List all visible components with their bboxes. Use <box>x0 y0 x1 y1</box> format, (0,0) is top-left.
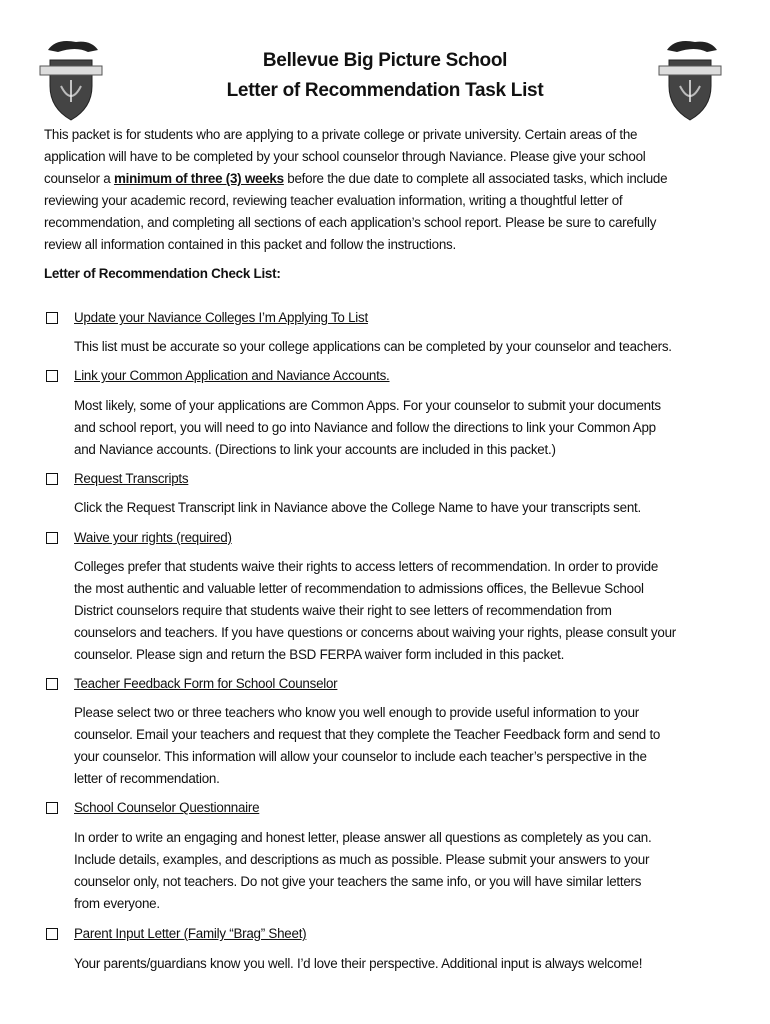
checklist-item-title: Parent Input Letter (Family “Brag” Sheet) <box>74 926 307 941</box>
checklist-item-body: Most likely, some of your applications are Common Apps. For your counselor to submit your documents <box>74 398 661 413</box>
checklist-item-body: Colleges prefer that students waive their rights to access letters of recommendation. In order to provide <box>74 559 659 574</box>
checkbox[interactable] <box>46 678 58 690</box>
checklist-item-body: In order to write an engaging and honest letter, please answer all questions as completely as you can. <box>74 830 652 845</box>
checklist-item-body: from everyone. <box>74 896 160 911</box>
intro-line: reviewing your academic record, reviewing teacher evaluation information, writing a thoughtful letter of <box>44 193 623 208</box>
checklist-item-body: counselor. Please sign and return the BSD FERPA waiver form included in this packet. <box>74 647 565 662</box>
checklist-item-body: Include details, examples, and descriptions as much as possible. Please submit your answers to your <box>74 852 650 867</box>
intro-text: counselor a <box>44 171 114 186</box>
checklist-item-title: School Counselor Questionnaire <box>74 800 260 815</box>
checklist-item-title: Link your Common Application and Naviance Accounts. <box>74 368 390 383</box>
checklist-item-title: Waive your rights (required) <box>74 530 232 545</box>
checklist-item-body: Your parents/guardians know you well. I’d love their perspective. Additional input is always welcome! <box>74 956 643 971</box>
checklist-item-body: counselor. Email your teachers and request that they complete the Teacher Feedback form and send to <box>74 727 661 742</box>
checklist-item-body: counselors and teachers. If you have questions or concerns about waiving your rights, please consult your <box>74 625 676 640</box>
checkbox[interactable] <box>46 928 58 940</box>
checklist-item-body: counselor only, not teachers. Do not give your teachers the same info, or you will have similar letters <box>74 874 642 889</box>
intro-line <box>44 168 667 190</box>
checklist-item-body: Click the Request Transcript link in Naviance above the College Name to have your transcripts sent. <box>74 500 641 515</box>
intro-line: This packet is for students who are applying to a private college or private university. Certain areas of the <box>44 127 638 142</box>
intro-line: application will have to be completed by your school counselor through Naviance. Please give your school <box>44 149 646 164</box>
checkbox[interactable] <box>46 473 58 485</box>
school-name: Bellevue Big Picture School <box>262 50 508 71</box>
checklist-item-body: District counselors require that students waive their right to see letters of recommendation from <box>74 603 612 618</box>
checkbox[interactable] <box>46 312 58 324</box>
checklist-item-body: your counselor. This information will allow your counselor to include each teacher’s perspective in the <box>74 749 647 764</box>
checklist-item-title: Request Transcripts <box>74 471 189 486</box>
checkbox[interactable] <box>46 802 58 814</box>
checklist-item-body: letter of recommendation. <box>74 771 220 786</box>
checklist-item-title: Update your Naviance Colleges I’m Applying To List <box>74 310 368 325</box>
checkbox[interactable] <box>46 370 58 382</box>
page-title: Letter of Recommendation Task List <box>226 80 544 101</box>
checklist-item-body: and Naviance accounts. (Directions to link your accounts are included in this packet.) <box>74 442 556 457</box>
checklist-item-body: and school report, you will need to go into Naviance and follow the directions to link your Common App <box>74 420 656 435</box>
checkbox[interactable] <box>46 532 58 544</box>
checklist-item-body: Please select two or three teachers who know you well enough to provide useful information to your <box>74 705 640 720</box>
checklist-heading: Letter of Recommendation Check List: <box>44 266 281 281</box>
intro-line: recommendation, and completing all sections of each application’s school report. Please be sure to carefully <box>44 215 657 230</box>
checklist-item-body: the most authentic and valuable letter of recommendation to admissions offices, the Bellevue School <box>74 581 644 596</box>
deadline-emphasis: minimum of three (3) weeks <box>113 171 284 186</box>
checklist-item-body: This list must be accurate so your college applications can be completed by your counselor and teachers. <box>74 339 672 354</box>
intro-line: review all information contained in this packet and follow the instructions. <box>44 237 456 252</box>
checklist-item-title: Teacher Feedback Form for School Counselor <box>74 676 338 691</box>
intro-text: before the due date to complete all associated tasks, which include <box>283 171 668 186</box>
